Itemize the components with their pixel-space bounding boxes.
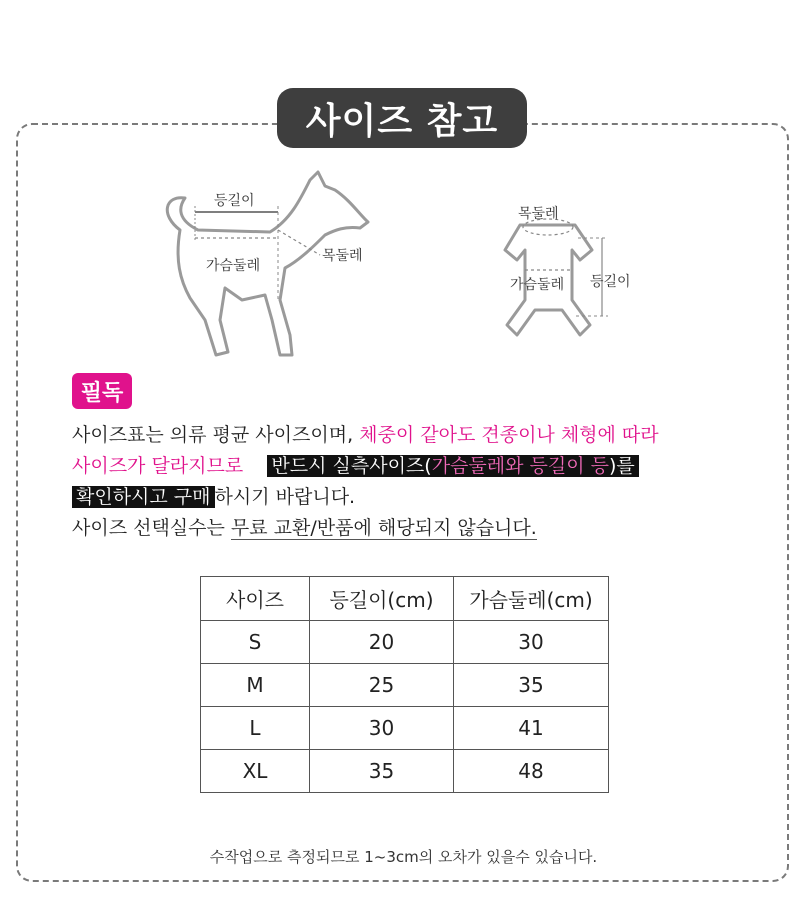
dog-measurement-diagram (150, 160, 410, 365)
table-row (201, 621, 609, 664)
garment-neck-label: 목둘레 (518, 206, 559, 222)
table-row (201, 750, 609, 793)
header-chest: 가슴둘레(cm) (454, 577, 609, 621)
notice-line1-pink: 체중이 같아도 견종이나 체형에 따라 (359, 424, 659, 446)
chest-cell: 30 (454, 621, 609, 664)
notice-line2-pink: 사이즈가 달라지므로 (72, 455, 244, 477)
back-length-cell: 35 (310, 750, 454, 793)
size-table-header-row (201, 577, 609, 621)
chest-cell: 35 (454, 664, 609, 707)
table-row (201, 664, 609, 707)
notice-line1-plain: 사이즈표는 의류 평균 사이즈이며, (72, 424, 360, 446)
notice-line-2 (72, 451, 772, 482)
garment-chest-label: 가슴둘레 (510, 277, 565, 293)
back-length-cell: 20 (310, 621, 454, 664)
notice-line3-highlight: 확인하시고 구매 (72, 486, 215, 508)
garment-back-label: 등길이 (590, 274, 631, 290)
size-cell: M (201, 664, 310, 707)
notice-line2-hl-b: )를 (608, 455, 635, 477)
table-row (201, 707, 609, 750)
header-size: 사이즈 (201, 577, 310, 621)
notice-line3-plain: 하시기 바랍니다. (214, 486, 356, 508)
size-cell: L (201, 707, 310, 750)
notice-line4-underline: 무료 교환/반품에 해당되지 않습니다. (230, 517, 537, 539)
must-read-badge: 필독 (72, 373, 132, 409)
notice-line2-highlight (267, 455, 638, 477)
dog-neck-label: 목둘레 (322, 248, 363, 264)
chest-cell: 48 (454, 750, 609, 793)
notice-line2-hl-pink: 가슴둘레와 등길이 등 (431, 455, 609, 477)
notice-line-4 (72, 513, 772, 544)
size-cell: XL (201, 750, 310, 793)
chest-cell: 41 (454, 707, 609, 750)
notice-line4-plain: 사이즈 선택실수는 (72, 517, 231, 539)
dog-back-label: 등길이 (214, 193, 255, 209)
notice-line-1 (72, 420, 772, 451)
back-length-cell: 30 (310, 707, 454, 750)
garment-measurement-diagram (480, 200, 650, 345)
notice-line2-hl-a: 반드시 실측사이즈( (271, 455, 432, 477)
notice-text (72, 420, 772, 544)
size-cell: S (201, 621, 310, 664)
size-table (200, 576, 609, 793)
page-title: 사이즈 참고 (277, 88, 527, 148)
header-back-length: 등길이(cm) (310, 577, 454, 621)
notice-line-3 (72, 482, 772, 513)
dog-chest-label: 가슴둘레 (206, 258, 261, 274)
measurement-footnote: 수작업으로 측정되므로 1~3cm의 오차가 있을수 있습니다. (209, 848, 598, 866)
back-length-cell: 25 (310, 664, 454, 707)
